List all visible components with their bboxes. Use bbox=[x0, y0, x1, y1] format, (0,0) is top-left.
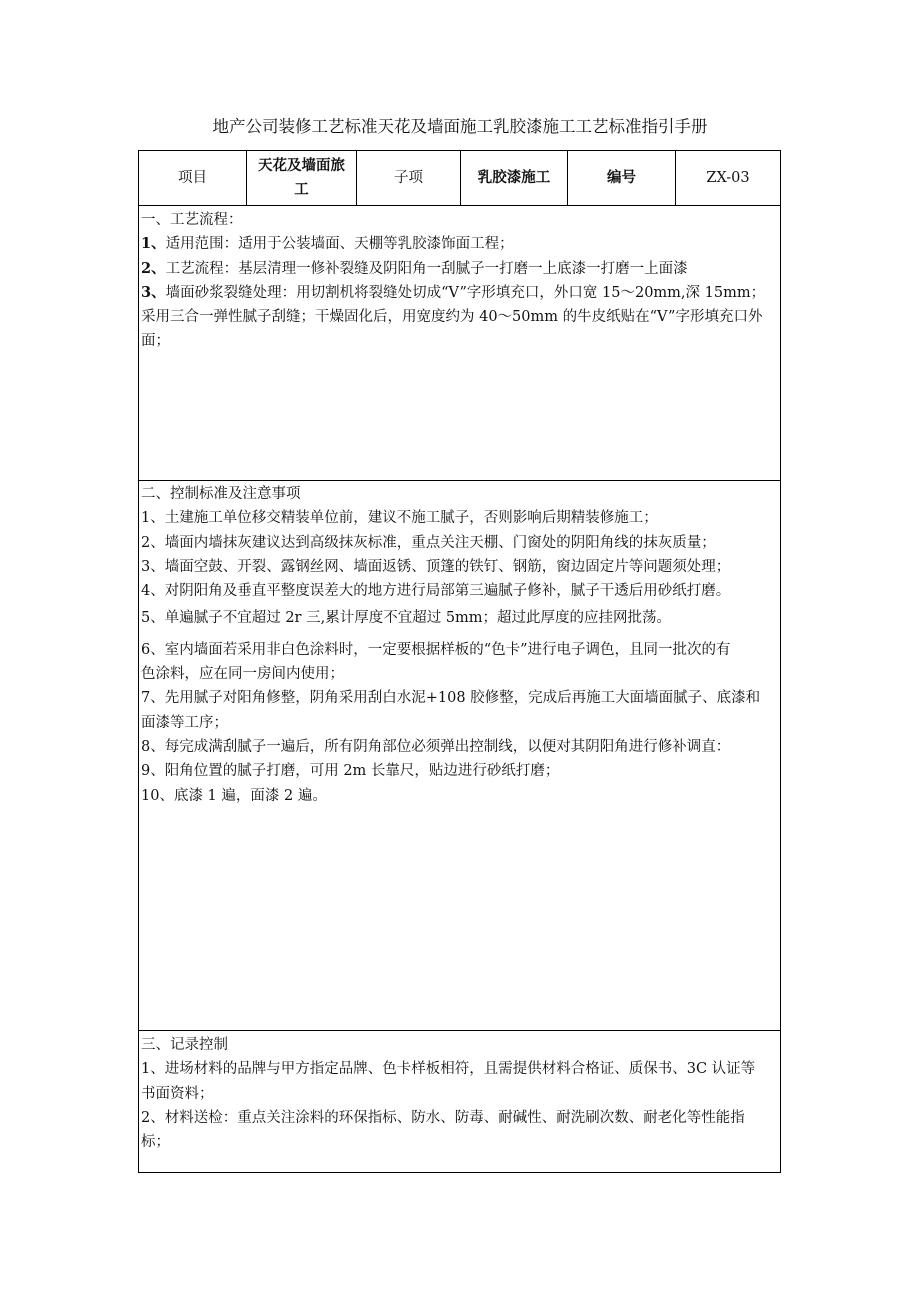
header-cell-subitem-value: 乳胶漆施工 bbox=[461, 151, 568, 205]
text-line: 10、底漆 1 遍，面漆 2 遍。 bbox=[141, 787, 327, 804]
list-item bbox=[141, 606, 780, 630]
header-cell-code-label: 编号 bbox=[568, 151, 676, 205]
list-item bbox=[141, 784, 780, 808]
section-heading: 三、记录控制 bbox=[141, 1037, 228, 1053]
section-heading: 二、控制标准及注意事项 bbox=[141, 486, 301, 502]
text-line: 6、室内墙面若采用非白色涂料时，一定要根据样板的“色卡”进行电子调色，且同一批次的有 bbox=[141, 641, 731, 658]
list-item bbox=[141, 1057, 780, 1106]
text-line: 2、材料送检：重点关注涂料的环保指标、防水、防毒、耐碱性、耐洗刷次数、耐老化等性能指 bbox=[141, 1109, 745, 1126]
text-line: 1、土建施工单位移交精装单位前，建议不施工腻子，否则影响后期精装修施工； bbox=[141, 510, 658, 527]
text-line: 采用三合一弹性腻子刮缝；干燥固化后，用宽度约为 40～50mm 的牛皮纸贴在“V”字形填充口外 bbox=[141, 309, 763, 326]
text-line: 3、墙面砂浆裂缝处理：用切割机将裂缝处切成“V”字形填充口，外口宽 15～20mm,深 15mm； bbox=[141, 283, 766, 301]
item-value-text: 天花及墙面旅工 bbox=[258, 157, 345, 198]
list-item bbox=[141, 506, 780, 530]
table-header-row bbox=[139, 151, 780, 205]
list-item bbox=[141, 232, 780, 256]
list-item bbox=[141, 1106, 780, 1155]
list-item bbox=[141, 638, 780, 687]
list-item bbox=[141, 759, 780, 783]
header-cell-subitem-label: 子项 bbox=[357, 151, 461, 205]
section-control-standards bbox=[139, 480, 780, 1030]
list-item bbox=[141, 531, 780, 555]
header-cell-item-value bbox=[247, 151, 357, 205]
list-item bbox=[141, 686, 780, 735]
list-item bbox=[141, 735, 780, 759]
document-title: 地产公司装修工艺标准天花及墙面施工乳胶漆施工工艺标准指引手册 bbox=[212, 117, 708, 136]
text-line: 5、单遍腻子不宜超过 2r 三,累计厚度不宜超过 5mm；超过此厚度的应挂网批荡。 bbox=[141, 609, 672, 626]
header-cell-code-value: ZX-03 bbox=[706, 170, 750, 186]
section-heading: 一、工艺流程： bbox=[141, 212, 243, 228]
text-line: 书面资料； bbox=[141, 1085, 214, 1102]
text-line: 3、墙面空鼓、开裂、露钢丝网、墙面返锈、顶篷的铁钉、钢筋，窗边固定片等问题须处理； bbox=[141, 558, 731, 575]
text-line: 2、墙面内墙抹灰建议达到高级抹灰标准，重点关注天棚、门窗处的阴阳角线的抹灰质量； bbox=[141, 534, 716, 551]
header-cell-item-label: 项目 bbox=[139, 151, 247, 205]
text-line: 9、阳角位置的腻子打磨，可用 2m 长靠尺，贴边进行砂纸打磨； bbox=[141, 763, 560, 780]
text-line: 1、适用范围：适用于公装墙面、天棚等乳胶漆饰面工程； bbox=[141, 235, 514, 253]
text-line: 1、进场材料的品牌与甲方指定品牌、色卡样板相符，且需提供材料合格证、质保书、3C 认证等 bbox=[141, 1061, 756, 1078]
text-line: 标； bbox=[141, 1134, 170, 1151]
list-item bbox=[141, 281, 780, 354]
section-record-control bbox=[139, 1030, 780, 1172]
list-item bbox=[141, 257, 780, 281]
list-item bbox=[141, 579, 780, 603]
text-line: 面漆等工序； bbox=[141, 714, 228, 731]
text-line: 色涂料，应在同一房间内使用； bbox=[141, 666, 344, 683]
text-line: 面； bbox=[141, 333, 170, 350]
text-line: 4、对阴阳角及垂直平整度误差大的地方进行局部第三遍腻子修补，腻子干透后用砂纸打磨。 bbox=[141, 583, 731, 600]
section-process-flow bbox=[139, 205, 780, 480]
standard-table bbox=[138, 150, 781, 1173]
text-line: 8、每完成满刮腻子一遍后，所有阴角部位必须弹出控制线，以便对其阴阳角进行修补调直： bbox=[141, 738, 731, 755]
text-line: 7、先用腻子对阳角修整，阴角采用刮白水泥+108 胶修整，完成后再施工大面墙面腻子、底漆和 bbox=[141, 690, 761, 707]
text-line: 2、工艺流程：基层清理一修补裂缝及阴阳角一刮腻子一打磨一上底漆一打磨一上面漆 bbox=[141, 259, 688, 277]
list-item bbox=[141, 555, 780, 579]
